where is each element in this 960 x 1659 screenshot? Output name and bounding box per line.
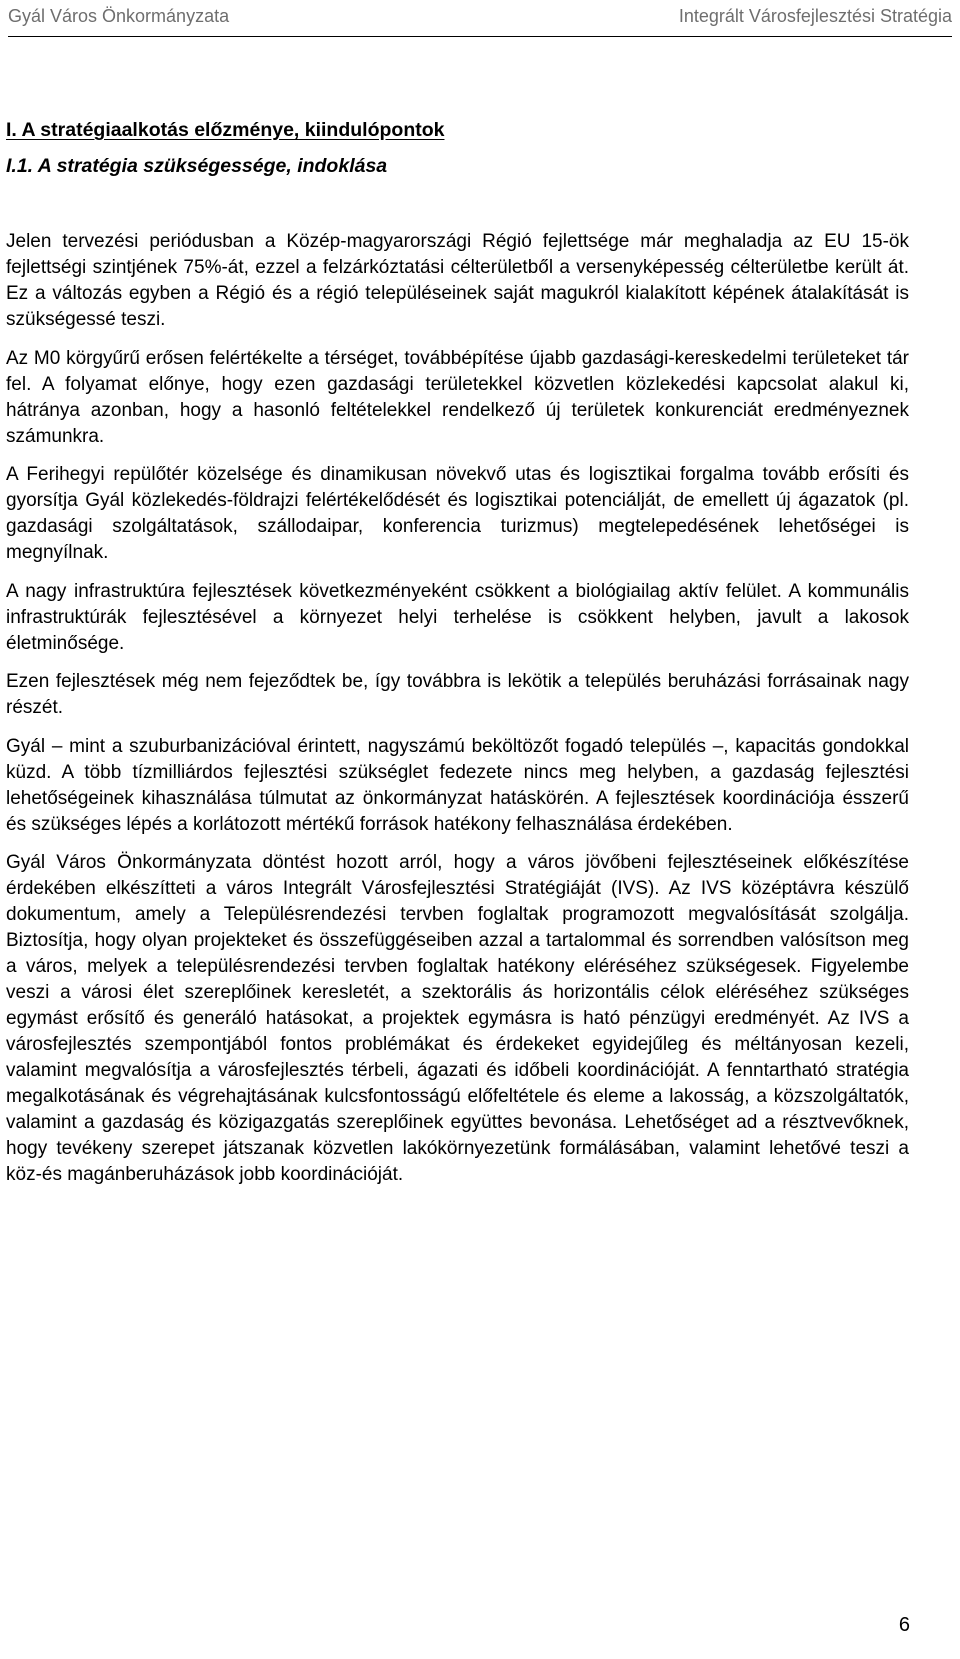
header-left-text: Gyál Város Önkormányzata <box>8 6 230 26</box>
paragraph: Jelen tervezési periódusban a Közép-magyarországi Régió fejlettsége már meghaladja az EU 15-ök fejlettségi szintjének 75%-át, ezzel a felzárkóztatási célterületből a versenyképesség célterületbe került át. Ez a változás egyben a Régió és a régió településeinek saját magukról kialakított képének átalakítását is szükségessé teszi. <box>6 231 909 330</box>
chapter-heading: I. A stratégiaalkotás előzménye, kiindulópontok <box>6 119 445 141</box>
paragraph: Az M0 körgyűrű erősen felértékelte a térséget, továbbépítése újabb gazdasági-kereskedelmi területeket tár fel. A folyamat előnye, hogy ezen gazdasági területekkel közvetlen közlekedési kapcsolat alakul ki, hátránya azonban, hogy a hasonló feltételekkel rendelkező új területek konkurenciát eredményeznek számunkra. <box>6 347 909 447</box>
header-right-text: Integrált Városfejlesztési Stratégia <box>678 6 952 26</box>
section-heading: I.1. A stratégia szükségessége, indoklása <box>6 155 388 177</box>
page-header <box>8 6 952 37</box>
paragraph-list <box>6 229 909 1188</box>
paragraph: Ezen fejlesztések még nem fejeződtek be, így továbbra is lekötik a település beruházási forrásainak nagy részét. <box>6 671 909 718</box>
paragraph: Gyál Város Önkormányzata döntést hozott arról, hogy a város jövőbeni fejlesztéseinek előkészítése érdekében elkészítteti a város Integrált Városfejlesztési Stratégiáját (IVS). Az IVS középtávra készülő dokumentum, amely a Településrendezési tervben foglaltak programozott megvalósítását szolgálja. Biztosítja, hogy olyan projekteket és összefüggéseiben azzal a tartalommal és sorrendben valósítson meg a város, melyek a településrendezési tervben foglaltak hatékony eléréséhez szükségesek. Figyelembe veszi a városi élet szereplőinek keresletét, a szektorális ás horizontális célok eléréséhez szükséges egymást erősítő és generáló hatásokat, a projektek egymásra is ható pénzügyi eredményét. Az IVS a városfejlesztés szempontjából fontos problémákat és érdekeket egyidejűleg és méltányosan kezeli, valamint megvalósítja a városfejlesztés térbeli, ágazati és időbeli koordinációját. A fenntartható stratégia megalkotásának és végrehajtásának kulcsfontosságú előfeltétele és eleme a lakosság, a közszolgáltatók, valamint a gazdaság és közigazgatás szereplőinek együttes bevonása. Lehetőséget ad a résztvevőknek, hogy tevékeny szerepet játszanak közvetlen lakókörnyezetünk formálásában, valamint lehetővé teszi a köz-és magánberuházások jobb koordinációját. <box>6 852 909 1185</box>
page-number: 6 <box>898 1614 910 1636</box>
document-body <box>6 117 909 1201</box>
paragraph: A nagy infrastruktúra fejlesztések következményeként csökkent a biológiailag aktív felület. A kommunális infrastruktúrák fejlesztésével a környezet helyi terhelése is csökkent helyben, javult a lakosok életminősége. <box>6 580 909 654</box>
paragraph: A Ferihegyi repülőtér közelsége és dinamikusan növekvő utas és logisztikai forgalma tovább erősíti és gyorsítja Gyál közlekedés-földrajzi felértékelődését és logisztikai potenciálját, de emellett új ágazatok (pl. gazdasági szolgáltatások, szállodaipar, konferencia turizmus) megtelepedésének lehetőségei is megnyílnak. <box>6 464 909 563</box>
paragraph: Gyál – mint a szuburbanizációval érintett, nagyszámú beköltözőt fogadó település –, kapacitás gondokkal küzd. A több tízmilliárdos fejlesztési szükséglet fedezete nincs meg helyben, a gazdaság fejlesztési lehetőségeinek kihasználása túlmutat az önkormányzat hatáskörén. A fejlesztések koordinációja ésszerű és szükséges lépés a korlátozott mértékű források hatékony felhasználása érdekében. <box>6 735 909 835</box>
